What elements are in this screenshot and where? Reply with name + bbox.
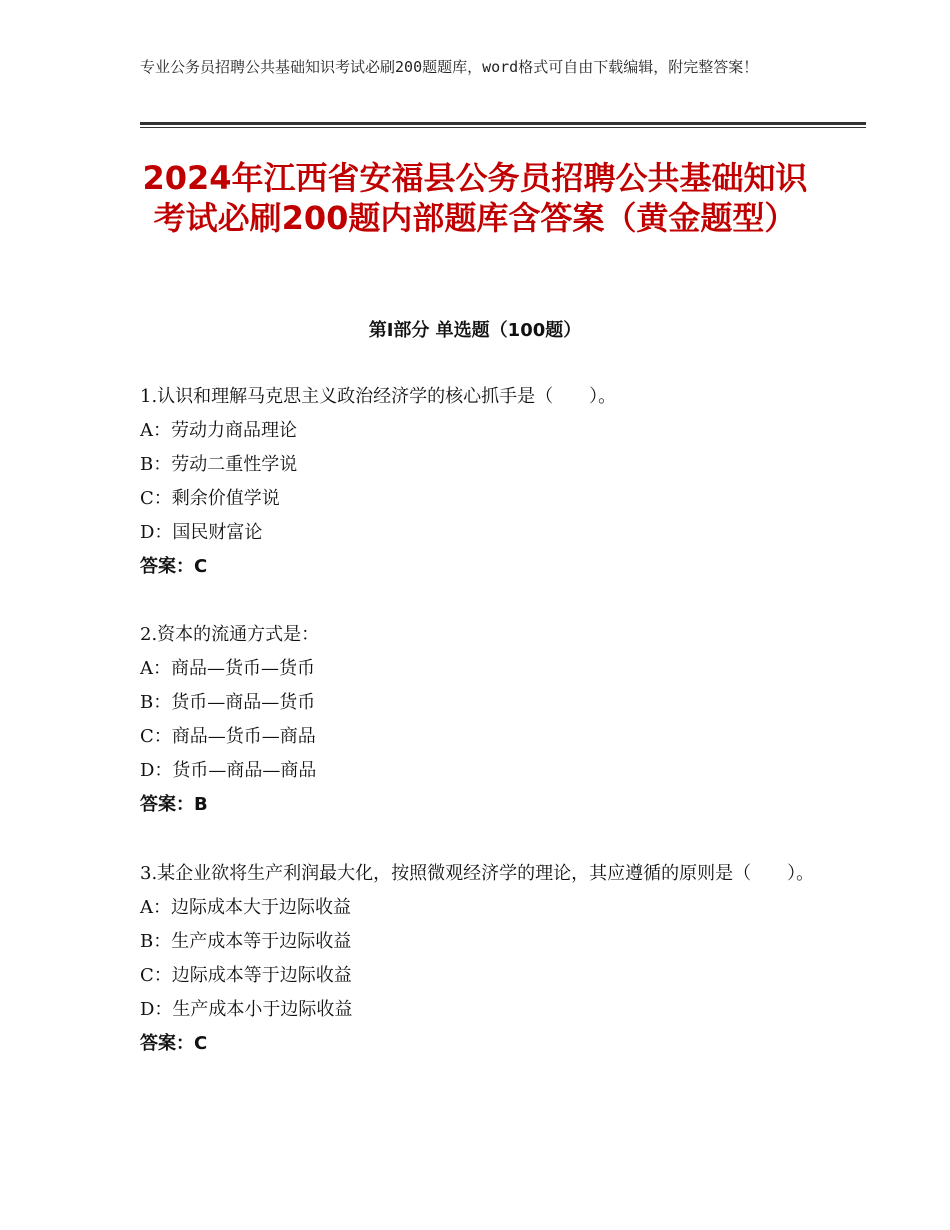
question-1 xyxy=(140,380,840,584)
answer: 答案：B xyxy=(140,794,208,815)
question-2 xyxy=(140,618,840,822)
option-d: D：生产成本小于边际收益 xyxy=(140,999,353,1020)
question-3 xyxy=(140,857,840,1061)
section-heading: 第Ⅰ部分 单选题（100题） xyxy=(368,320,582,341)
header-rule-thick xyxy=(140,122,866,125)
document-title: 2024年江西省安福县公务员招聘公共基础知识考试必刷200题内部题库含答案（黄金题型） xyxy=(142,159,808,237)
header-note: 专业公务员招聘公共基础知识考试必刷200题题库，word格式可自由下载编辑，附完整答案！ xyxy=(140,58,759,76)
option-a: A：劳动力商品理论 xyxy=(140,420,297,441)
option-d: D：货币—商品—商品 xyxy=(140,760,317,781)
option-a: A：边际成本大于边际收益 xyxy=(140,897,351,918)
option-c: C：剩余价值学说 xyxy=(140,488,280,509)
option-c: C：商品—货币—商品 xyxy=(140,726,316,747)
option-d: D：国民财富论 xyxy=(140,522,263,543)
question-stem: 2.资本的流通方式是： xyxy=(140,624,320,645)
option-b: B：生产成本等于边际收益 xyxy=(140,931,352,952)
header-rule-thin xyxy=(140,127,866,128)
question-stem: 1.认识和理解马克思主义政治经济学的核心抓手是（ ）。 xyxy=(140,386,617,407)
option-a: A：商品—货币—货币 xyxy=(140,658,315,679)
question-stem: 3.某企业欲将生产利润最大化，按照微观经济学的理论，其应遵循的原则是（ ）。 xyxy=(140,863,815,884)
option-c: C：边际成本等于边际收益 xyxy=(140,965,352,986)
option-b: B：货币—商品—货币 xyxy=(140,692,316,713)
answer: 答案：C xyxy=(140,1033,208,1054)
option-b: B：劳动二重性学说 xyxy=(140,454,298,475)
answer: 答案：C xyxy=(140,556,208,577)
